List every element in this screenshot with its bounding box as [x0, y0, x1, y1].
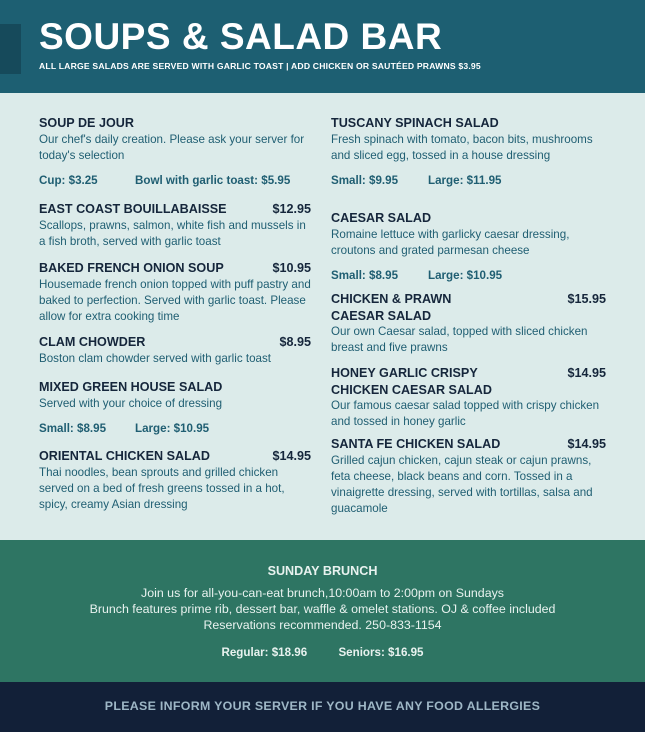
- item-description: Served with your choice of dressing: [39, 397, 223, 410]
- menu-item-caesar-salad: [331, 210, 606, 285]
- item-description: Thai noodles, bean sprouts and grilled chicken served on a bed of fresh greens tossed in a hot, spicy, creamy Asian dressing: [39, 466, 285, 511]
- item-name: CHICKEN & PRAWN: [331, 292, 452, 306]
- size-large-price: Large: $10.95: [135, 422, 210, 435]
- brunch-line-reservations: Reservations recommended. 250-833-1154: [203, 618, 442, 632]
- sunday-brunch-section: [0, 540, 645, 682]
- item-description: Fresh spinach with tomato, bacon bits, mushrooms and sliced egg, tossed in a house dressing: [331, 133, 593, 162]
- item-price: $14.95: [272, 449, 311, 463]
- size-large-price: Large: $10.95: [428, 269, 503, 282]
- menu-item-oriental-chicken-salad: [39, 448, 311, 513]
- item-name: HONEY GARLIC CRISPY: [331, 366, 478, 380]
- item-description: Scallops, prawns, salmon, white fish and mussels in a fish broth, served with garlic toast: [39, 219, 306, 248]
- header-subtitle: ALL LARGE SALADS ARE SERVED WITH GARLIC TOAST | ADD CHICKEN OR SAUTÉED PRAWNS $3.95: [39, 61, 481, 71]
- item-name: ORIENTAL CHICKEN SALAD: [39, 449, 210, 463]
- menu-item-santa-fe-chicken-salad: [331, 436, 606, 517]
- item-name: SOUP DE JOUR: [39, 116, 134, 130]
- item-sizes: [39, 422, 311, 438]
- brunch-title: SUNDAY BRUNCH: [267, 564, 378, 578]
- header-banner: [0, 0, 645, 93]
- size-large-price: Large: $11.95: [428, 174, 502, 187]
- menu-item-clam-chowder: [39, 334, 311, 367]
- item-price: $14.95: [567, 437, 606, 451]
- size-cup-price: Cup: $3.25: [39, 174, 98, 187]
- item-name-line2: CAESAR SALAD: [331, 309, 432, 323]
- header-accent-bar: [0, 24, 21, 74]
- item-description: Grilled cajun chicken, cajun steak or cajun prawns, feta cheese, black beans and corn. Tossed in a vinaigrette dressing, served with tortillas, salsa and guacamole: [331, 454, 593, 515]
- allergy-notice: PLEASE INFORM YOUR SERVER IF YOU HAVE ANY FOOD ALLERGIES: [104, 699, 541, 713]
- size-small-price: Small: $9.95: [331, 174, 399, 187]
- item-price: $15.95: [567, 292, 606, 306]
- item-description: Housemade french onion topped with puff pastry and baked to perfection. Served with garlic toast. Please allow for extra cooking time: [39, 278, 311, 323]
- menu-item-honey-garlic-caesar: [331, 365, 606, 430]
- item-description: Romaine lettuce with garlicky caesar dressing, croutons and grated parmesan cheese: [331, 228, 570, 257]
- brunch-prices: [0, 646, 645, 659]
- item-price: $12.95: [272, 202, 311, 216]
- menu-item-chicken-prawn-caesar: [331, 291, 606, 356]
- item-price: $14.95: [567, 366, 606, 380]
- page-title: SOUPS & SALAD BAR: [39, 16, 443, 57]
- item-sizes: [331, 174, 606, 190]
- item-name: SANTA FE CHICKEN SALAD: [331, 437, 501, 451]
- item-price: $10.95: [272, 261, 311, 275]
- item-sizes: [331, 269, 606, 285]
- menu-item-soup-de-jour: [39, 115, 311, 190]
- item-name-line2: CHICKEN CAESAR SALAD: [331, 383, 492, 397]
- item-description: Our own Caesar salad, topped with sliced chicken breast and five prawns: [331, 325, 588, 354]
- brunch-seniors-price: Seniors: $16.95: [338, 646, 424, 659]
- item-name: MIXED GREEN HOUSE SALAD: [39, 380, 223, 394]
- item-price: $8.95: [279, 335, 311, 349]
- brunch-line-hours: Join us for all-you-can-eat brunch,10:00am to 2:00pm on Sundays: [141, 586, 504, 600]
- size-bowl-price: Bowl with garlic toast: $5.95: [135, 174, 291, 187]
- menu-section: [0, 93, 645, 540]
- brunch-regular-price: Regular: $18.96: [221, 646, 308, 659]
- item-name: CLAM CHOWDER: [39, 335, 146, 349]
- item-name: BAKED FRENCH ONION SOUP: [39, 261, 224, 275]
- size-small-price: Small: $8.95: [39, 422, 107, 435]
- menu-item-bouillabaisse: [39, 201, 311, 250]
- item-description: Boston clam chowder served with garlic toast: [39, 352, 271, 365]
- menu-item-french-onion-soup: [39, 260, 311, 325]
- menu-item-tuscany-spinach-salad: [331, 115, 606, 190]
- brunch-line-features: Brunch features prime rib, dessert bar, waffle & omelet stations. OJ & coffee included: [89, 602, 556, 616]
- item-name: CAESAR SALAD: [331, 211, 432, 225]
- item-name: EAST COAST BOUILLABAISSE: [39, 202, 227, 216]
- item-description: Our chef's daily creation. Please ask your server for today's selection: [39, 133, 305, 162]
- size-small-price: Small: $8.95: [331, 269, 399, 282]
- item-sizes: [39, 174, 311, 190]
- item-description: Our famous caesar salad topped with crispy chicken and tossed in honey garlic: [331, 399, 600, 428]
- item-name: TUSCANY SPINACH SALAD: [331, 116, 499, 130]
- footer-banner: [0, 682, 645, 732]
- menu-item-mixed-green-salad: [39, 379, 311, 438]
